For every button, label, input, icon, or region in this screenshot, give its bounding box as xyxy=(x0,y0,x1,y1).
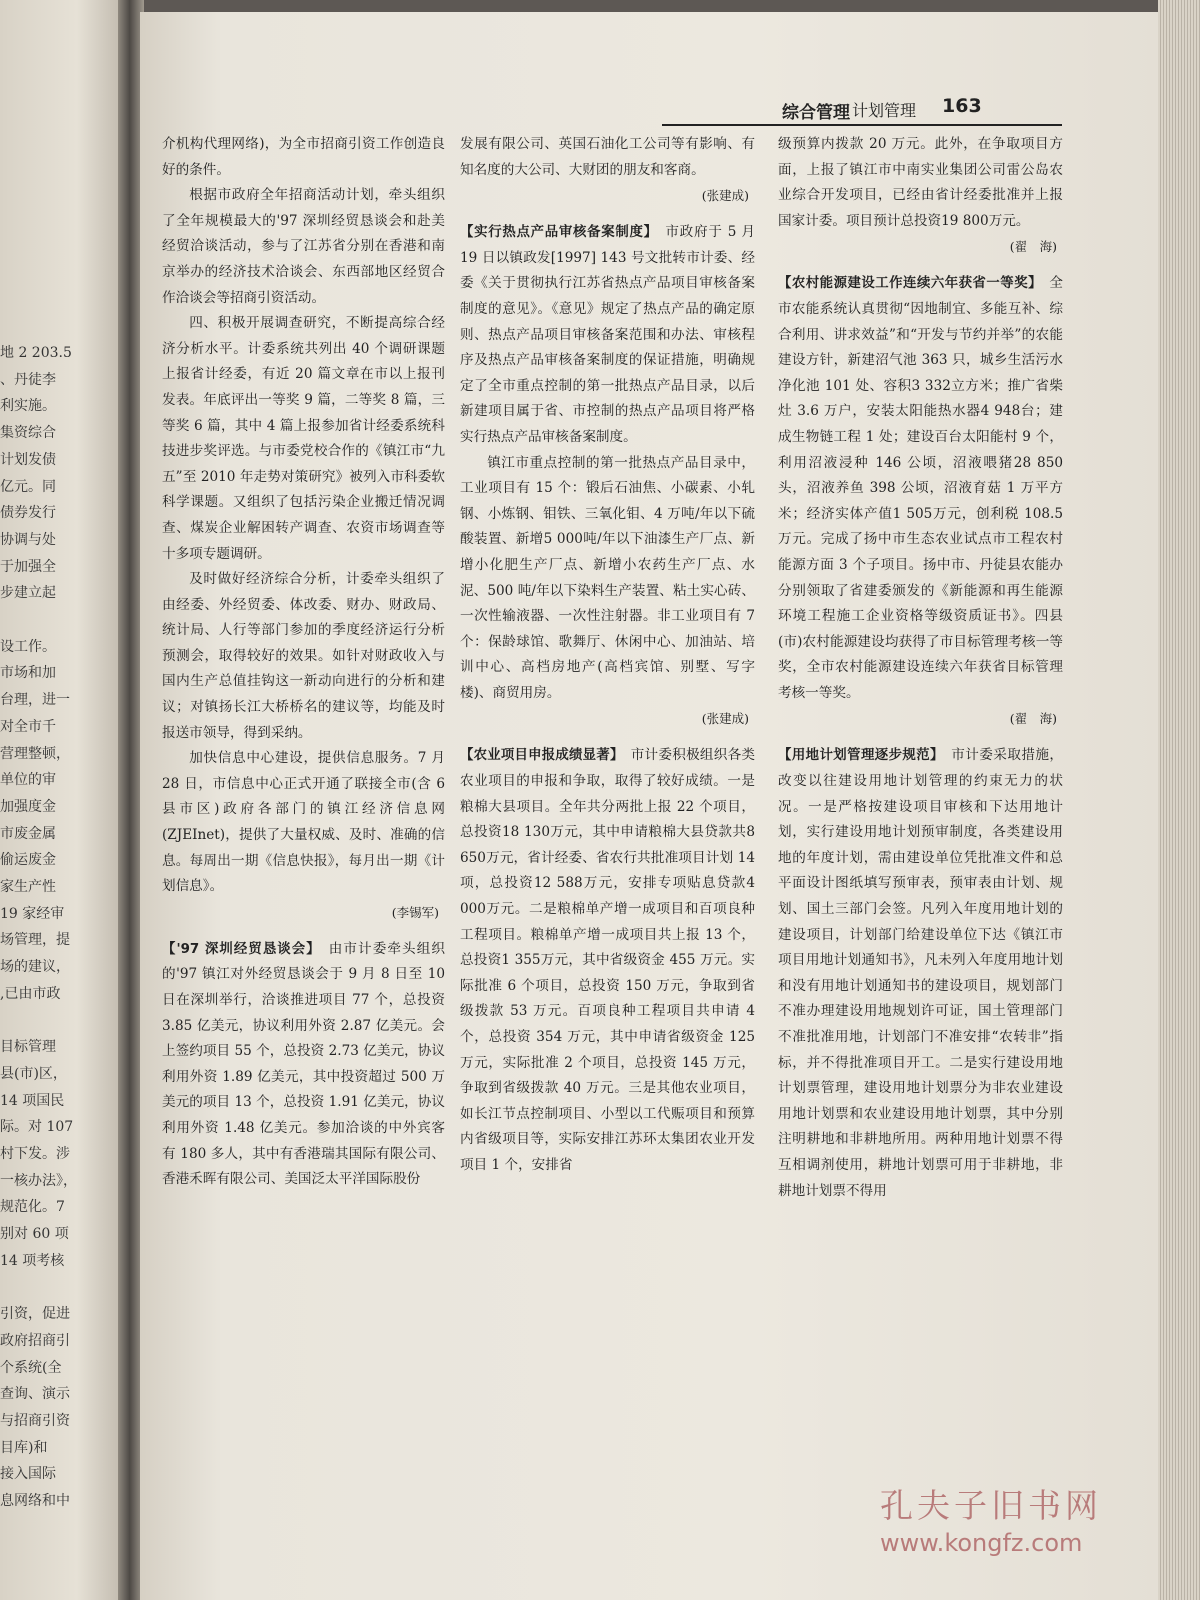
prev-page-line: 际。对 107 xyxy=(0,1119,74,1136)
paragraph xyxy=(460,220,755,450)
article-heading: 【实行热点产品审核备案制度】 xyxy=(460,225,652,241)
paragraph-text: 市计委积极组织各类农业项目的申报和争取，取得了较好成绩。一是粮棉大县项目。全年共分两批上报 22 个项目，总投资18 130万元，其中申请粮棉大县贷款共8 650万元，省计经委、省农行共批准项目计划 14 项，总投资12 588万元，安排专项贴息贷款4 000万元。二是粮棉单产增一成项目和百项良种工程项目。粮棉单产增一成项目共上报 13 个，总投资1 355万元，其中省级资金 455 万元。实际批准 6 个项目，总投资 150 万元，争取到省级拨款 53 万元。百项良种工程项目共申请 4 个，总投资 354 万元，其中申请省级资金 125 万元，实际批准 2 个项目，总投资 145 万元，争取到省级拨款 40 万元。三是其他农业项目，如长江节点控制项目、小型以工代赈项目和预算内省级项目等，实际安排江苏环太集团农业开发项目 1 个，安排省 xyxy=(460,747,755,1173)
author-signature: (翟 海) xyxy=(1009,239,1057,255)
prev-page-line: 亿元。同 xyxy=(0,478,56,495)
watermark-url: www.kongfz.com xyxy=(880,1529,1083,1557)
header-subsection: 计划管理 xyxy=(852,101,917,120)
text-column-1 xyxy=(162,132,445,1193)
prev-page-line: 别对 60 项 xyxy=(0,1226,69,1243)
paragraph xyxy=(162,311,445,567)
article-heading: 【'97 深圳经贸恳谈会】 xyxy=(162,941,315,957)
text-column-2 xyxy=(460,132,755,1179)
paragraph-text: 镇江市重点控制的第一批热点产品目录中，工业项目有 15 个：锻后石油焦、小碳素、小轧钢、小炼钢、钼铁、三氧化钼、4 万吨/年以下硫酸装置、新增5 000吨/年以下油漆生产厂点、新增小化肥生产厂点、新增小农药生产厂点、水泥、500 吨/年以下染料生产装置、粘土实心砖、一次性输液器、一次性注射器。非工业项目有 7 个：保龄球馆、歌舞厅、休闲中心、加油站、培训中心、高档房地产(高档宾馆、别墅、写字楼)、商贸用房。 xyxy=(460,454,755,701)
prev-page-line: 政府招商引 xyxy=(0,1332,70,1349)
prev-page-line: 对全市千 xyxy=(0,718,56,735)
prev-page-line: 市场和加 xyxy=(0,665,56,682)
prev-page-line: 市废金属 xyxy=(0,825,56,842)
paragraph-text: 及时做好经济综合分析，计委牵头组织了由经委、外经贸委、体改委、财办、财政局、统计局、人行等部门参加的季度经济运行分析预测会，取得较好的效果。如针对财政收入与国内生产总值挂钩这一新动向进行的分析和建议；对镇扬长江大桥桥名的建议等，均能及时报送市领导，得到采纳。 xyxy=(162,571,445,741)
prev-page-line: 目标管理 xyxy=(0,1039,56,1056)
prev-page-line: ,已由市政 xyxy=(0,985,61,1002)
paragraph xyxy=(162,132,445,183)
prev-page-line: 查询、演示 xyxy=(0,1386,70,1403)
paragraph xyxy=(162,567,445,746)
article-heading: 【农村能源建设工作连续六年获省一等奖】 xyxy=(778,276,1036,292)
prev-page-line: 步建立起 xyxy=(0,585,56,602)
prev-page-line: 计划发债 xyxy=(0,451,56,468)
prev-page-line: 接入国际 xyxy=(0,1466,56,1483)
page-number: 163 xyxy=(942,95,982,117)
paragraph xyxy=(778,743,1063,1204)
page-edges xyxy=(1158,0,1200,1600)
prev-page-line: 加强度金 xyxy=(0,798,56,815)
author-signature: (翟 海) xyxy=(1009,711,1057,727)
paragraph-text: 根据市政府全年招商活动计划，牵头组织了全年规模最大的'97 深圳经贸恳谈会和赴美经贸洽谈活动，参与了江苏省分别在香港和南京举办的经济技术洽谈会、东西部地区经贸合作洽谈会等招商引资活动。 xyxy=(162,187,445,306)
prev-page-line: 债券发行 xyxy=(0,505,56,522)
paragraph xyxy=(460,451,755,707)
running-header xyxy=(662,94,1062,126)
prev-page-line: 与招商引资 xyxy=(0,1413,70,1429)
article-heading: 【农业项目申报成绩显著】 xyxy=(460,748,617,764)
prev-page-line: 一核办法》， xyxy=(0,1172,77,1189)
paragraph xyxy=(162,183,445,311)
prev-page-line: 利实施。 xyxy=(0,398,56,415)
text-column-3 xyxy=(778,132,1063,1204)
paragraph xyxy=(778,271,1063,706)
paragraph-text: 由市计委牵头组织的'97 镇江对外经贸恳谈会于 9 月 8 日至 10 日在深圳举行，洽谈推进项目 77 个，总投资 3.85 亿美元，协议利用外资 2.87 亿美元。会上签约项目 55 个，总投资 2.73 亿美元，协议利用外资 1.89 亿美元，其中投资超过 500 万美元的项目 13 个，总投资 1.91 亿美元，协议利用外资 1.48 亿美元。参加洽谈的中外宾客有 180 多人，其中有香港瑞其国际有限公司、香港禾晖有限公司、美国泛太平洋国际股份 xyxy=(162,940,445,1188)
prev-page-line: 场管理，提 xyxy=(0,932,70,949)
prev-page-line: 县(市)区， xyxy=(0,1065,67,1082)
article-heading: 【用地计划管理逐步规范】 xyxy=(778,748,938,764)
previous-page-fragment xyxy=(0,0,128,1600)
prev-page-line: 、丹徒李 xyxy=(0,371,56,388)
watermark xyxy=(880,1480,1180,1557)
paragraph xyxy=(460,132,755,183)
prev-page-line: 营理整顿， xyxy=(0,745,70,762)
prev-page-line: 规范化。7 xyxy=(0,1199,65,1216)
paragraph-text: 发展有限公司、英国石油化工公司等有影响、有知名度的大公司、大财团的朋友和客商。 xyxy=(460,136,755,178)
paragraph-text: 市计委采取措施，改变以往建设用地计划管理的约束无力的状况。一是严格按建设项目审核和下达用地计划，实行建设用地计划预审制度，各类建设用地的年度计划，需由建设单位凭批准文件和总平面设计图纸填写预审表，预审表由计划、规划、国土三部门会签。凡列入年度用地计划的建设项目，计划部门给建设单位下达《镇江市项目用地计划通知书》，凡未列入年度用地计划和没有用地计划通知书的建设项目，规划部门不准办理建设用地规划许可证，国土管理部门不准批准用地，计划部门不准安排“农转非”指标，并不得批准项目开工。二是实行建设用地计划票管理，建设用地计划票分为非农业建设用地计划票和农业建设用地计划票，其中分别注明耕地和非耕地所用。两种用地计划票不得互相调剂使用，耕地计划票可用于非耕地，非耕地计划票不得用 xyxy=(778,747,1063,1199)
prev-page-line: 引资，促进 xyxy=(0,1306,70,1323)
paragraph-text: 市政府于 5 月 19 日以镇政发[1997] 143 号文批转市计委、经委《关于贯彻执行江苏省热点产品项目审核备案制度的意见》。《意见》规定了热点产品的确定原则、热点产品项目审核备案范围和办法、审核程序及热点产品审核备案制度的保证措施，明确规定了全市重点控制的第一批热点产品目录，以后新建项目属于省、市控制的热点产品项目将严格实行热点产品审核备案制度。 xyxy=(460,224,755,445)
paragraph-text: 介机构代理网络)，为全市招商引资工作创造良好的条件。 xyxy=(162,136,445,178)
paragraph xyxy=(460,743,755,1178)
prev-page-line: 家生产性 xyxy=(0,879,56,895)
paragraph xyxy=(162,746,445,900)
prev-page-line: 台理，进一 xyxy=(0,692,70,709)
author-signature: (张建成) xyxy=(701,188,749,204)
prev-page-line: 个系统(全 xyxy=(0,1359,62,1376)
paragraph xyxy=(162,937,445,1193)
paragraph-text: 四、积极开展调查研究，不断提高综合经济分析水平。计委系统共列出 40 个调研课题上报省计经委，有近 20 篇文章在市以上报刊发表。年底评出一等奖 9 篇，二等奖 8 篇，三等奖 6 篇，其中 4 篇上报参加省计经委系统科技进步奖评选。与市委党校合作的《镇江市“九五”至 2010 年走势对策研究》被列入市科委软科学课题。又组织了包括污染企业搬迁情况调查、煤炭企业解困转产调查、农资市场调查等十多项专题调研。 xyxy=(162,315,445,562)
watermark-title: 孔夫子旧书网 xyxy=(880,1486,1102,1525)
prev-page-line: 目库)和 xyxy=(0,1439,48,1456)
prev-page-line: 单位的审 xyxy=(0,772,56,789)
prev-page-line: 14 项考核 xyxy=(0,1252,65,1269)
author-signature: (张建成) xyxy=(701,711,749,727)
prev-page-line: 村下发。涉 xyxy=(0,1146,70,1162)
paragraph xyxy=(778,132,1063,234)
prev-page-line: 19 家经审 xyxy=(0,905,65,922)
prev-page-line: 于加强全 xyxy=(0,558,56,575)
paragraph-text: 全市农能系统认真贯彻“因地制宜、多能互补、综合利用、讲求效益”和“开发与节约并举”的农能建设方针，新建沼气池 363 只，城乡生活污水净化池 101 处、容积3 332立方米；推广省柴灶 3.6 万户，安装太阳能热水器4 948台；建成生物链工程 1 处；建设百台太阳能村 9 个，利用沼液浸种 146 公顷，沼液喂猪28 850头，沼液养鱼 398 公顷，沼液育菇 1 万平方米；经济实体产值1 505万元，创利税 108.5 万元。完成了扬中市生态农业试点市工程农村能源方面 3 个子项目。扬中市、丹徒县农能办分别领取了省建委颁发的《新能源和再生能源环境工程施工企业资格等级资质证书》。四县(市)农村能源建设均获得了市目标管理考核一等奖，全市农村能源建设连续六年获省目标管理考核一等奖。 xyxy=(778,275,1063,701)
prev-page-line: 偷运废金 xyxy=(0,852,56,869)
paragraph-text: 加快信息中心建设，提供信息服务。7 月 28 日，市信息中心正式开通了联接全市(含 6 县市区)政府各部门的镇江经济信息网(ZJEInet)，提供了大量权威、及时、准确的信息。每周出一期《信息快报》，每月出一期《计划信息》。 xyxy=(162,750,445,895)
author-signature: (李锡军) xyxy=(391,904,439,920)
prev-page-line: 协调与处 xyxy=(0,531,56,548)
prev-page-line: 14 项国民 xyxy=(0,1092,65,1109)
prev-page-line: 地 2 203.5 xyxy=(0,345,72,361)
prev-page-line: 集资综合 xyxy=(0,425,56,442)
prev-page-line: 场的建议， xyxy=(0,959,70,976)
paragraph-text: 级预算内拨款 20 万元。此外，在争取项目方面，上报了镇江市中南实业集团公司雷公岛农业综合开发项目，已经由省计经委批准并上报国家计委。项目预计总投资19 800万元。 xyxy=(778,136,1063,229)
prev-page-line: 息网络和中 xyxy=(0,1493,70,1510)
prev-page-line: 设工作。 xyxy=(0,638,56,655)
header-section: 综合管理 xyxy=(782,103,850,123)
